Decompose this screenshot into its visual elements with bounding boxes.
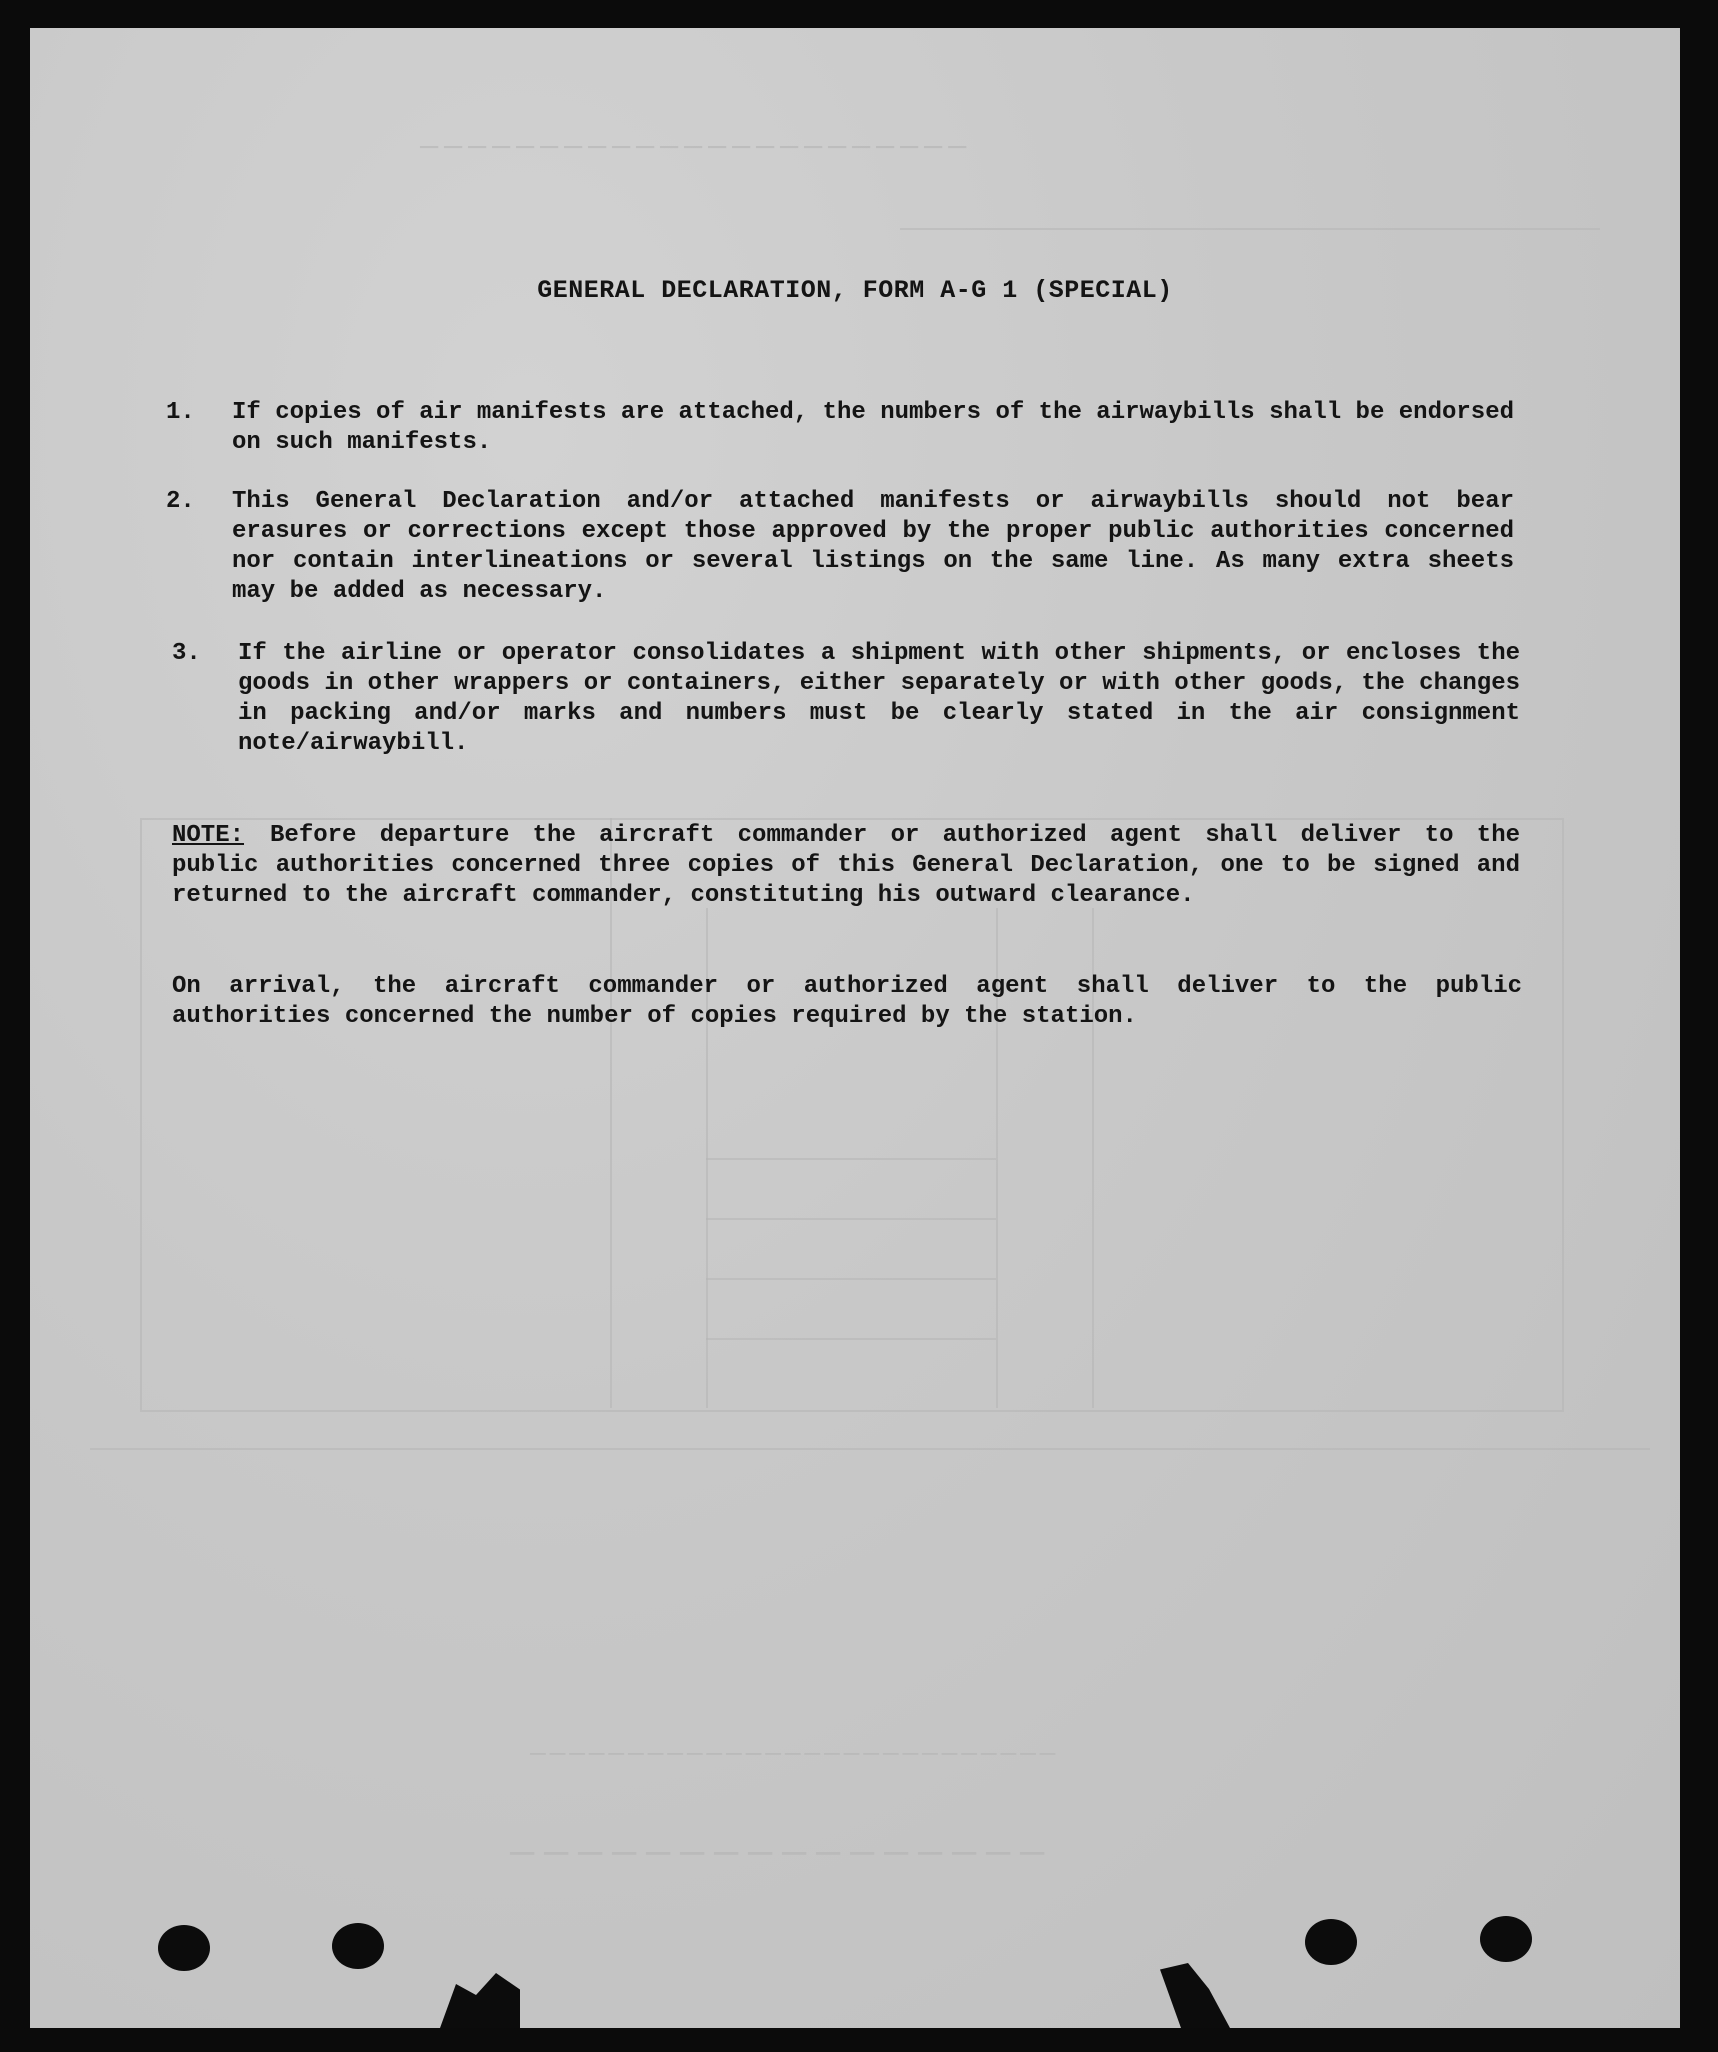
bleed-through-heading: ───────────────────────────	[530, 1738, 1060, 1768]
item-text: This General Declaration and/or attached manifests or airwaybills should not bear erasures or corrections except those approved by the proper public authorities concerned nor contain interlineations or several listings on the same line. As many extra sheets may be added as necessary.	[232, 488, 1514, 605]
punch-hole	[158, 1925, 210, 1971]
declaration-content	[30, 28, 1680, 2028]
list-item	[166, 398, 1546, 460]
item-text: If the airline or operator consolidates a shipment with other shipments, or encloses the goods in other wrappers or containers, either separately or with other goods, the changes in packing and/or marks and numbers must be clearly stated in the air consignment note/airwaybill.	[238, 640, 1520, 757]
list-item	[172, 639, 1552, 761]
document-page	[30, 28, 1680, 2028]
item-number: 3.	[172, 640, 201, 667]
document-title: GENERAL DECLARATION, FORM A-G 1 (SPECIAL)	[537, 276, 1173, 305]
item-number: 2.	[166, 488, 195, 515]
list-item	[166, 487, 1546, 609]
item-number: 1.	[166, 399, 195, 426]
note-paragraph	[172, 821, 1520, 911]
punch-hole	[1480, 1916, 1532, 1962]
bleed-through-heading: ───────────────────────	[420, 128, 973, 162]
note-text: Before departure the aircraft commander or authorized agent shall deliver to the public authorities concerned three copies of this General Declaration, one to be signed and returned to the aircraft commander, constituting his outward clearance.	[172, 822, 1520, 909]
punch-hole	[332, 1923, 384, 1969]
bleed-through-heading: ────────────────	[510, 1828, 1055, 1873]
punch-hole	[1305, 1919, 1357, 1965]
arrival-paragraph: On arrival, the aircraft commander or authorized agent shall deliver to the public authorities concerned the number of copies required by the station.	[172, 973, 1522, 1030]
note-label: NOTE:	[172, 822, 245, 849]
item-text: If copies of air manifests are attached, the numbers of the airwaybills shall be endorsed on such manifests.	[232, 399, 1514, 456]
